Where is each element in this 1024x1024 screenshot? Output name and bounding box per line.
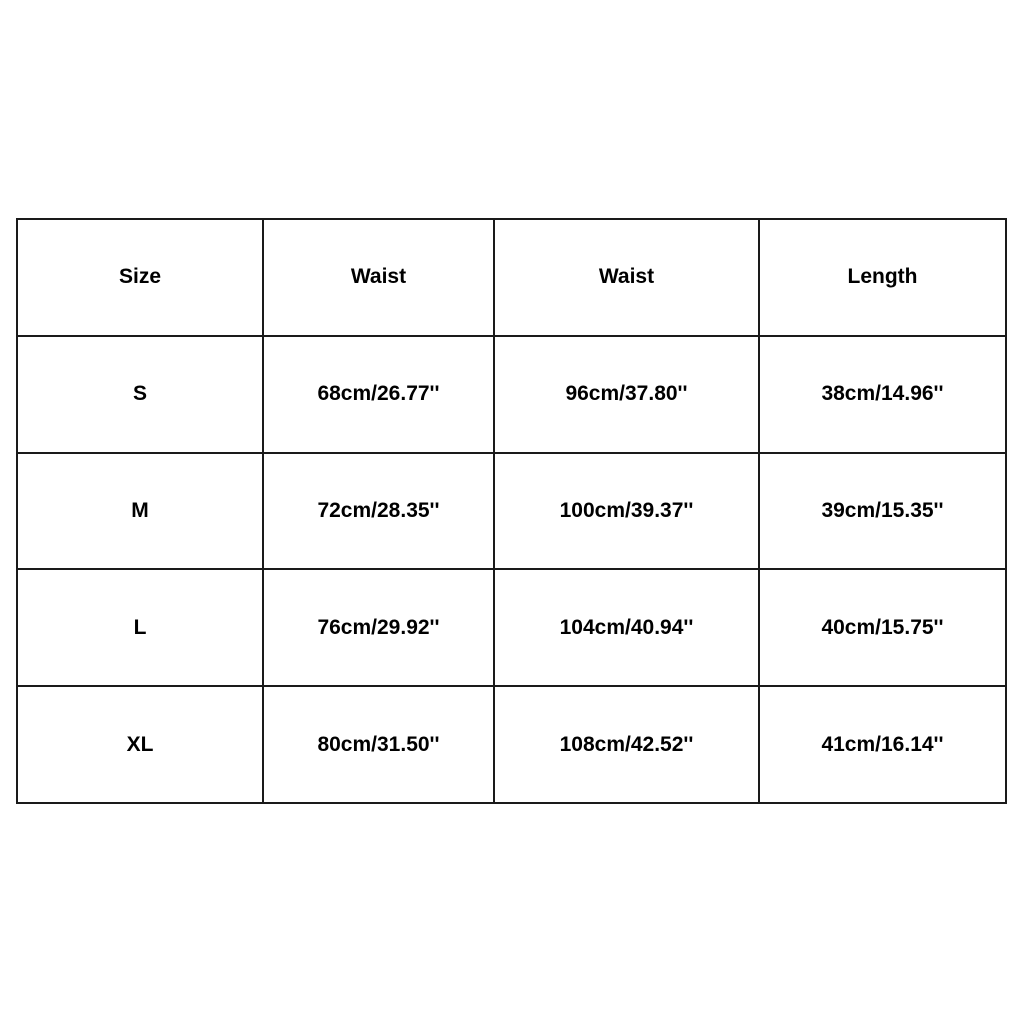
table-row bbox=[17, 453, 1006, 570]
cell-waist: 68cm/26.77'' bbox=[263, 336, 494, 453]
cell-size: XL bbox=[17, 686, 263, 803]
cell-length: 38cm/14.96'' bbox=[759, 336, 1006, 453]
cell-waist-2: 100cm/39.37'' bbox=[494, 453, 759, 570]
header-waist-2: Waist bbox=[494, 219, 759, 336]
table-header-row bbox=[17, 219, 1006, 336]
table-row bbox=[17, 569, 1006, 686]
header-length: Length bbox=[759, 219, 1006, 336]
cell-size: S bbox=[17, 336, 263, 453]
cell-waist: 76cm/29.92'' bbox=[263, 569, 494, 686]
cell-waist-2: 108cm/42.52'' bbox=[494, 686, 759, 803]
cell-length: 39cm/15.35'' bbox=[759, 453, 1006, 570]
cell-waist-2: 96cm/37.80'' bbox=[494, 336, 759, 453]
cell-waist: 80cm/31.50'' bbox=[263, 686, 494, 803]
cell-size: L bbox=[17, 569, 263, 686]
header-size: Size bbox=[17, 219, 263, 336]
size-chart-table bbox=[16, 218, 1007, 804]
table-row bbox=[17, 686, 1006, 803]
table-row bbox=[17, 336, 1006, 453]
header-waist: Waist bbox=[263, 219, 494, 336]
cell-waist: 72cm/28.35'' bbox=[263, 453, 494, 570]
cell-length: 40cm/15.75'' bbox=[759, 569, 1006, 686]
cell-size: M bbox=[17, 453, 263, 570]
cell-waist-2: 104cm/40.94'' bbox=[494, 569, 759, 686]
cell-length: 41cm/16.14'' bbox=[759, 686, 1006, 803]
